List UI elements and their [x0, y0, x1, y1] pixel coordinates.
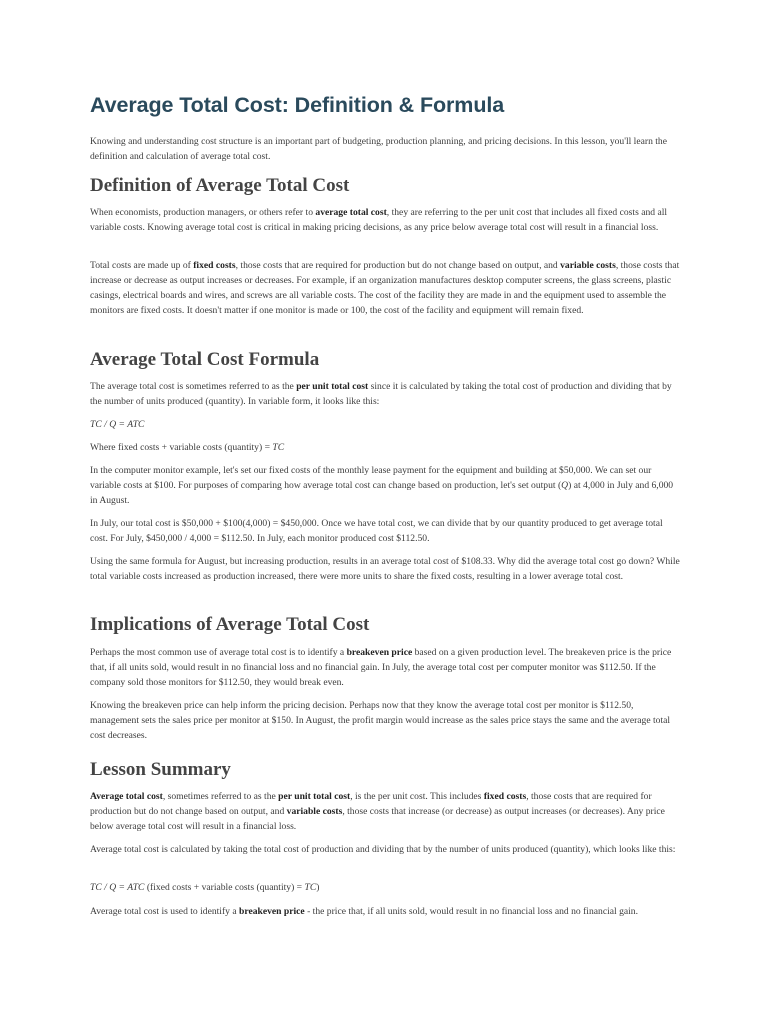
summary-paragraph-4: Average total cost is used to identify a breakeven price - the price that, if all units sold, would result in no financial loss and no financial gain. [90, 906, 638, 917]
formula-equation: TC / Q = ATC [90, 419, 145, 430]
summary-paragraph-1: Average total cost, sometimes referred to as the per unit total cost, is the per unit cost. This includes fixed costs, those costs that are required for production but do not change based on output, and variable costs, those costs that increase (or decrease) as output increases (or decreases). Any price below average total cost will result in a financial loss. [90, 791, 665, 832]
formula-where: Where fixed costs + variable costs (quantity) = TC [90, 442, 285, 453]
page-title: Average Total Cost: Definition & Formula [90, 93, 505, 117]
implications-paragraph-1: Perhaps the most common use of average total cost is to identify a breakeven price based on a given production level. The breakeven price is the price that, if all units sold, would result in no financial loss and no financial gain. In July, the average total cost per computer monitor was $112.50. If the company sold those monitors for $112.50, they would break even. [90, 647, 672, 688]
formula-paragraph-5: Using the same formula for August, but increasing production, results in an average total cost of $108.33. Why did the average total cost go down? While total variable costs increased as production increased, there were more units to share the fixed costs, resulting in a lower average total cost. [90, 556, 680, 582]
definition-paragraph-1: When economists, production managers, or others refer to average total cost, they are referring to the per unit cost that includes all fixed costs and all variable costs. Knowing average total cost is critical in making pricing decisions, as any price below average total cost will result in a financial loss. [90, 207, 668, 233]
formula-paragraph-3: In the computer monitor example, let's set our fixed costs of the monthly lease payment for the equipment and building at $50,000. We can set our variable costs at $100. For purposes of comparing how average total cost can change based on production, let's set output (Q) at 4,000 in July and 6,000 in August. [90, 465, 674, 506]
heading-definition: Definition of Average Total Cost [90, 175, 350, 196]
summary-equation: TC / Q = ATC (fixed costs + variable costs (quantity) = TC) [90, 882, 320, 893]
heading-formula: Average Total Cost Formula [90, 349, 320, 370]
heading-implications: Implications of Average Total Cost [90, 614, 370, 635]
implications-paragraph-2: Knowing the breakeven price can help inform the pricing decision. Perhaps now that they know the average total cost per monitor is $112.50, management sets the sales price per monitor at $150. In August, the profit margin would increase as the sales price stays the same and the average total cost decreases. [90, 700, 671, 741]
summary-paragraph-2: Average total cost is calculated by taking the total cost of production and dividing that by the number of units produced (quantity), which looks like this: [90, 844, 676, 855]
heading-summary: Lesson Summary [90, 759, 231, 780]
intro-paragraph: Knowing and understanding cost structure is an important part of budgeting, production planning, and pricing decisions. In this lesson, you'll learn the definition and calculation of average total cost. [90, 136, 667, 162]
definition-paragraph-2: Total costs are made up of fixed costs, those costs that are required for production but do not change based on output, and variable costs, those costs that increase or decrease as output increases or decreases. For example, if an organization manufactures desktop computer screens, the glass screens, plastic casings, electrical boards and wires, and screws are all variable costs. The cost of the facility they are made in and the equipment used to assemble the monitors are fixed costs. It doesn't matter if one monitor is made or 100, the cost of the facility and equipment will remain fixed. [90, 260, 680, 316]
formula-paragraph-1: The average total cost is sometimes referred to as the per unit total cost since it is calculated by taking the total cost of production and dividing that by the number of units produced (quantity). In variable form, it looks like this: [90, 381, 672, 407]
formula-paragraph-4: In July, our total cost is $50,000 + $100(4,000) = $450,000. Once we have total cost, we can divide that by our quantity produced to get average total cost. For July, $450,000 / 4,000 = $112.50. In July, each monitor produced cost $112.50. [90, 518, 663, 544]
